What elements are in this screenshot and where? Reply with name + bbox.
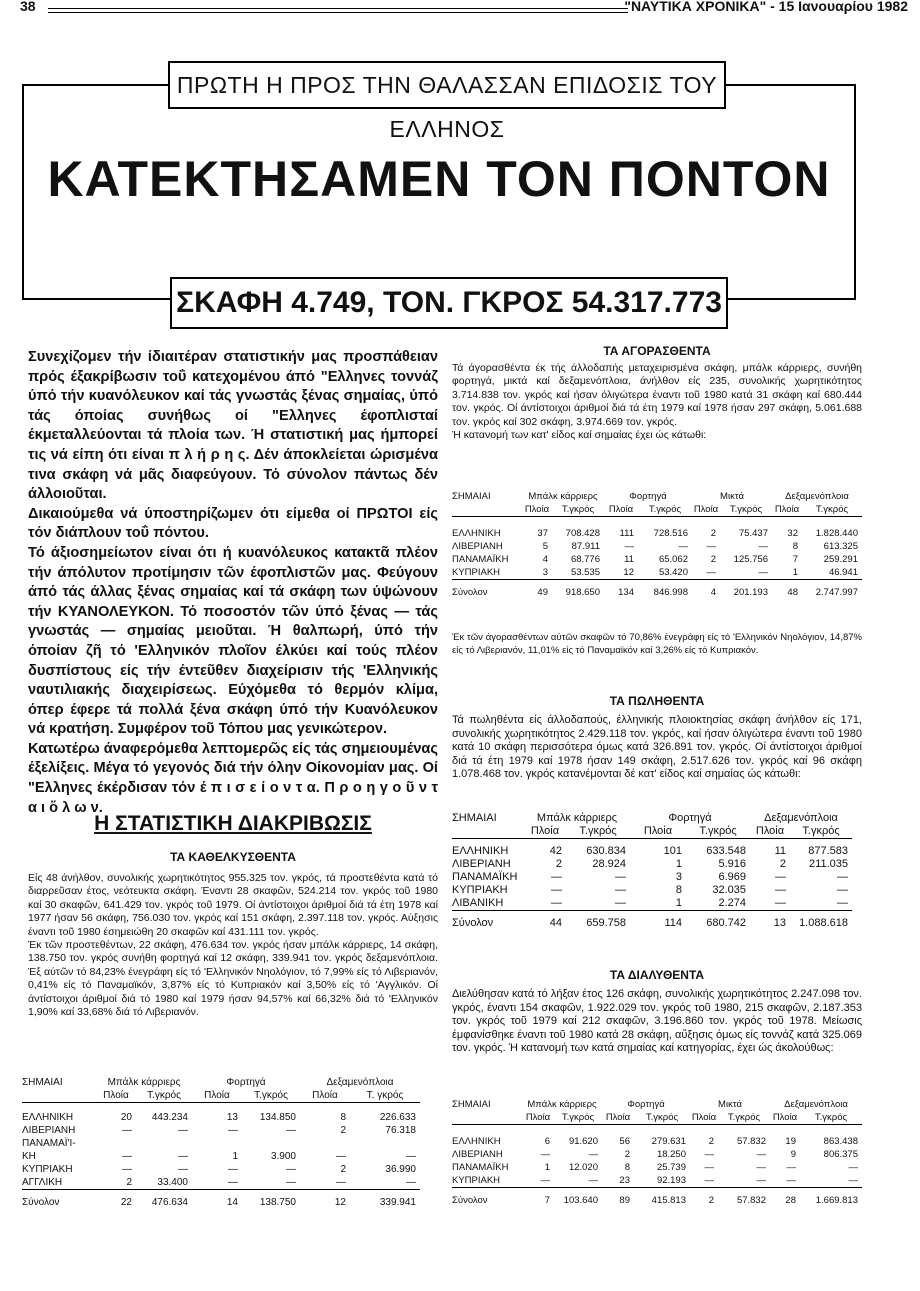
table-cell: 13: [226, 1112, 238, 1123]
table-cell: —: [588, 1149, 598, 1160]
table-cell: 1.828.440: [815, 528, 858, 539]
table-cell: 2: [710, 554, 716, 565]
table-cell: 53.420: [658, 567, 688, 578]
table-cell: —: [286, 1125, 296, 1136]
table-header: Πλοία: [691, 1112, 717, 1123]
table-cell: ΚΥΠΡΙΑΚΗ: [452, 567, 501, 578]
header-rule-left: [48, 8, 628, 9]
table-cell: —: [178, 1164, 188, 1175]
table-cell: 28: [785, 1195, 796, 1206]
table-row: [452, 1174, 862, 1188]
scrapped-table: [452, 1098, 862, 1207]
table-row: [452, 1125, 862, 1149]
moored-title: ΤΑ ΚΑΘΕΛΚΥΣΘΕΝΤΑ: [170, 850, 296, 864]
table-cell: —: [756, 1162, 766, 1173]
table-cell: ΚΥΠΡΙΑΚΗ: [452, 884, 508, 896]
table-cell: 8: [624, 1162, 630, 1173]
table-cell: 415.813: [651, 1195, 686, 1206]
table-cell: —: [588, 1175, 598, 1186]
table-header-row: [452, 1111, 862, 1125]
table-cell: 101: [663, 845, 682, 857]
table-cell: 806.375: [823, 1149, 858, 1160]
table-cell: —: [704, 1162, 714, 1173]
table-header: ΣΗΜΑΙΑΙ: [452, 491, 491, 502]
table-header: Δεξαμενόπλοια: [784, 1099, 848, 1110]
moored-text: [28, 872, 438, 1019]
table-cell: 1: [232, 1151, 238, 1162]
table-cell: 87.911: [571, 541, 600, 552]
title-subhead: ΣΚΑΦΗ 4.749, ΤΟΝ. ΓΚΡΟΣ 54.317.773: [170, 277, 728, 329]
table-header: Πλοία: [755, 825, 785, 837]
table-cell: 846.998: [653, 587, 688, 598]
table-header: Μπάλκ κάρριερς: [536, 812, 618, 824]
table-cell: ΚΗ: [22, 1151, 36, 1162]
table-cell: 8: [792, 541, 798, 552]
table-cell: 125.756: [733, 554, 768, 565]
table-header: Πλοία: [772, 1112, 798, 1123]
table-row: [452, 566, 862, 580]
table-cell: —: [786, 1162, 796, 1173]
table-cell: —: [837, 871, 848, 883]
table-header: Πλοία: [103, 1090, 129, 1101]
table-cell: —: [704, 1175, 714, 1186]
table-cell: 75.437: [738, 528, 768, 539]
table-cell: 12: [334, 1197, 346, 1208]
table-cell: ΠΑΝΑΜΑΪΚΗ: [452, 554, 509, 565]
table-cell: —: [286, 1164, 296, 1175]
table-header: Τ.γκρός: [814, 1112, 848, 1123]
table-cell: 5: [542, 541, 548, 552]
table-cell: 91.620: [568, 1136, 598, 1147]
table-cell: 134.850: [259, 1112, 296, 1123]
table-header-row: [452, 490, 862, 503]
table-total-row: [452, 580, 862, 600]
table-header: Μπάλκ κάρριερς: [527, 1099, 597, 1110]
table-cell: —: [615, 897, 626, 909]
table-cell: 138.750: [259, 1197, 296, 1208]
table-cell: 23: [619, 1175, 630, 1186]
table-cell: 2: [779, 858, 786, 870]
table-header: Τ.γκρός: [561, 1112, 595, 1123]
table-cell: 114: [664, 917, 682, 929]
table-cell: 2: [340, 1164, 346, 1175]
table-header: Δεξαμενόπλοια: [764, 812, 838, 824]
table-cell: —: [540, 1149, 550, 1160]
table-header: Τ.γκρός: [648, 504, 682, 515]
table-cell: Σύνολον: [452, 1195, 488, 1206]
table-cell: —: [756, 1175, 766, 1186]
table-header: Δεξαμενόπλοια: [326, 1077, 394, 1088]
table-cell: ΛΙΒΕΡΙΑΝΗ: [452, 541, 503, 552]
table-row: [452, 517, 862, 541]
sold-text: [452, 714, 862, 782]
table-cell: —: [551, 871, 562, 883]
table-header: Φορτηγά: [627, 1099, 665, 1110]
table-header-row: [452, 825, 852, 839]
bought-note: Έκ τῶν άγορασθέντων αύτῶν σκαφῶν τό 70,86% ένεγράφη είς τό 'Ελληνικόν Νηολόγιον, 14,87% είς τό Λιβεριανόν, 11,01% είς τό Παναμαϊκόν καί 3,26% είς τό Κυπριακόν.: [452, 632, 862, 656]
table-cell: —: [758, 567, 768, 578]
moored-paragraph: Είς 48 άνήλθον, συνολικής χωρητικότητος 955.325 τον. γκρός, τά προστεθέντα κατά τό διαρρεῦσαν έτος, νεότευκτα σκάφη. Έναντι 28 σκαφῶν, 524.214 τον. γκρός τοῦ 1980 καί 30 σκαφῶν, 641.429 τον. γκρός τοῦ 1979. Οί άντίστοιχοι άριθμοί διά τά έτη 1978 καί 1977 ήσαν 56 σκάφη, 756.030 τον. γκρός καί 151 σκάφη, 2.397.118 τον. γκρός. Αύξησις έναντι τοῦ 1980 έσημειώθη 20 σκαφῶν καί 431.111 τον. γκρός.: [28, 872, 438, 938]
table-cell: —: [228, 1164, 238, 1175]
table-cell: 11: [624, 554, 634, 565]
table-cell: —: [406, 1177, 416, 1188]
table-cell: ΛΙΒΕΡΙΑΝΗ: [452, 1149, 503, 1160]
table-row: [22, 1124, 420, 1137]
table-header: Τ.γκρός: [254, 1090, 288, 1101]
table-cell: —: [775, 871, 786, 883]
table-cell: —: [758, 541, 768, 552]
lead-paragraph: Συνεχίζομεν τήν ίδιαιτέραν στατιστικήν μας προσπάθειαν πρός έξακρίβωσιν τοΰ κατεχομένου άπό "Ελληνες τοννάζ ύπό τήν κυανόλευκον καί τάς γνωστάς ξένας σημαίας, ύπό τάς όποίας συνήθως οί "Ελληνες έφοπλισταί έκμεταλλεύονται τά πλοία των. Ή στατιστική μας ήμπορεί τις νά είπη ότι είναι π λ ή ρ η ς. Δέν άποκλείεται ώρισμένα τινα σκάφη νά μᾶς διαφεύγουν. Τό σύνολον πάντως δέν άλλοιοῦται.: [28, 349, 438, 503]
table-row: [22, 1176, 420, 1190]
table-cell: —: [615, 871, 626, 883]
table-cell: 259.291: [823, 554, 858, 565]
table-cell: Σύνολον: [452, 917, 494, 929]
table-header: Τ.γκρός: [579, 825, 617, 837]
table-cell: Σύνολον: [452, 587, 488, 598]
table-header: Φορτηγά: [668, 812, 712, 824]
bought-title: ΤΑ ΑΓΟΡΑΣΘΕΝΤΑ: [603, 344, 711, 358]
table-cell: —: [704, 1149, 714, 1160]
sold-title: ΤΑ ΠΩΛΗΘΕΝΤΑ: [609, 694, 705, 708]
lead-paragraph: Δικαιούμεθα νά ύποστηρίζωμεν ότι είμεθα οί ΠΡΩΤΟΙ είς τόν διάπλουν τοΰ πόντου.: [28, 505, 438, 542]
table-cell: 476.634: [151, 1197, 188, 1208]
table-cell: 1: [675, 858, 682, 870]
table-cell: 2: [710, 528, 716, 539]
table-cell: 613.325: [823, 541, 858, 552]
scrapped-title: ΤΑ ΔΙΑΛΥΘΕΝΤΑ: [609, 968, 705, 982]
table-cell: ΠΑΝΑΜΑΪΚΗ: [452, 871, 518, 883]
lead-paragraph: Τό άξιοσημείωτον είναι ότι ή κυανόλευκος κατακτᾶ πλέον τήν άπόλυτον προτίμησιν τῶν έφοπλιστῶν μας. Φεύγουν άπό τάς άλλας ξένας σημαίας καί τά σκάφη των ύψώνουν τήν ΚΥΑΝΟΛΕΥΚΟΝ. Τό ποσοστόν τῶν ύπό ξένας — τάς γνωστάς — σημαίας μειοῦται. Ή θαλπωρή, ύπό τήν όποίαν ζῆ τό 'Ελληνικόν πλοῖον έλκύει καί τούς πλέον δυσπίστους είς τήν έντεῦθεν διαχείρισιν τής 'Ελληνικής ναυτιλιακής διαχειρίσεως. Εύχόμεθα τό θερμόν κλίμα, όπερ έφερε τά πολλά ξένα σκάφη ύπό τήν Κυανόλευκον νά κρατήση. Συμφέρον τοῦ Τόπου μας γενικώτερον.: [28, 544, 438, 738]
table-header: Πλοία: [524, 504, 550, 515]
table-cell: Σύνολον: [22, 1197, 60, 1208]
table-cell: 2: [126, 1177, 132, 1188]
moored-paragraph: Έκ τῶν προστεθέντων, 22 σκάφη, 476.634 τον. γκρός ήσαν μπάλκ κάρριερς, 14 σκάφη, 138.750 τον. γκρός συνήθη φορτηγά καί 12 σκάφη, 339.941 τον. γκρός δεξαμενόπλοια. Έξ αύτῶν τό 84,23% ένεγράφη είς τό 'Ελληνικόν Νηολόγιον, τό 7,99% είς τό Λιβεριανόν, 0,41% είς τό Παναμαϊκόν, 3,87% είς τό Κυπριακόν καί 3,50% είς τό 'Αγγλικόν. Οί άντίστοιχοι άριθμοί διά τό 1980 καί 1979 ήσαν 94,57% καί 66,32% διά τό 'Ελληνικόν 1,90% καί 33,68% διά τό Λιβεριανόν.: [28, 939, 438, 1019]
table-row: [452, 897, 852, 911]
table-cell: 134: [618, 587, 634, 598]
table-row: [452, 1148, 862, 1161]
table-cell: 46.941: [828, 567, 858, 578]
table-cell: 111: [619, 528, 634, 539]
table-cell: 339.941: [379, 1197, 416, 1208]
bought-paragraph: Τά άγορασθέντα έκ τής άλλοδαπής μεταχειρισμένα σκάφη, μπάλκ κάρριερς, συνήθη φορτηγά, μικτά καί δεξαμενόπλοια, άνήλθον είς 235, συνολικής χωρητικότητος 3.714.838 τον. γκρός καί ήσαν όλιγώτερα έναντι τοῦ 1980 κατά 31 σκάφη καί 680.444 τον. γκρός. Οί άντίστοιχοι άριθμοί διά τά έτη 1979 καί 1978 ήσαν 297 σκάφη, 5.061.688 τον. γκρός καί 302 σκάφη, 3.974.669 τον. γκρός.: [452, 362, 862, 428]
table-header: Πλοία: [204, 1090, 230, 1101]
table-cell: 630.834: [586, 845, 626, 857]
table-header-row: [452, 1098, 862, 1111]
table-row: [22, 1103, 420, 1125]
table-cell: 728.516: [653, 528, 688, 539]
table-header: ΣΗΜΑΙΑΙ: [22, 1077, 63, 1088]
table-cell: ΕΛΛΗΝΙΚΗ: [452, 528, 501, 539]
table-row: [452, 839, 852, 859]
table-cell: —: [178, 1151, 188, 1162]
table-header: Μικτά: [718, 1099, 742, 1110]
table-cell: 76.318: [385, 1125, 416, 1136]
table-cell: ΠΑΝΑΜΑΪΚΗ: [452, 1162, 509, 1173]
table-header: Τ.γκρός: [729, 504, 763, 515]
table-header: Πλοία: [693, 504, 719, 515]
table-header: Δεξαμενόπλοια: [785, 491, 849, 502]
table-cell: —: [775, 884, 786, 896]
table-cell: 12: [623, 567, 634, 578]
table-cell: ΛΙΒΑΝΙΚΗ: [452, 897, 504, 909]
table-header: Μπάλκ κάρριερς: [528, 491, 598, 502]
table-cell: ΠΑΝΑΜΑΪ'Ι-: [22, 1138, 76, 1149]
table-cell: 918.650: [565, 587, 600, 598]
lead-text: [28, 348, 438, 818]
table-cell: 7: [544, 1195, 550, 1206]
scrapped-paragraph: Διελύθησαν κατά τό λήξαν έτος 126 σκάφη, συνολικής χωρητικότητος 2.247.098 τον. γκρός, έναντι 154 σκαφῶν, 1.922.029 τον. γκρός τοῦ 1980, 215 σκαφῶν, 2.187.353 τον. γκρός τοῦ 1979 καί 212 σκαφῶν, 3.196.860 τον. γκρός τοῦ 1978. Μείωσις έμφανίσθηκε έναντι τοῦ 1980 κατά 28 σκάφη, αὔξησις όμως είς τοννάζ κατά 325.069 τον. γκρός. Ή κατανομή των κατά σημαίας καί κατηγορίας, έχει ώς άκολούθως:: [452, 988, 862, 1055]
table-row: [22, 1163, 420, 1176]
table-cell: 877.583: [808, 845, 848, 857]
table-cell: 2: [340, 1125, 346, 1136]
table-cell: 863.438: [823, 1136, 858, 1147]
table-cell: 18.250: [656, 1149, 686, 1160]
table-row: [22, 1137, 420, 1150]
table-cell: —: [615, 884, 626, 896]
table-cell: 2: [708, 1136, 714, 1147]
table-row: [452, 553, 862, 566]
table-header: Πλοία: [643, 825, 673, 837]
stats-title: Η ΣΤΑΤΙΣΤΙΚΗ ΔΙΑΚΡΙΒΩΣΙΣ: [94, 812, 372, 835]
table-cell: —: [706, 567, 716, 578]
table-cell: 32: [787, 528, 798, 539]
table-cell: 32.035: [712, 884, 746, 896]
table-row: [452, 1161, 862, 1174]
table-cell: 44: [549, 917, 562, 929]
table-cell: 3: [675, 871, 682, 883]
table-cell: —: [336, 1177, 346, 1188]
table-row: [22, 1150, 420, 1163]
table-cell: —: [551, 897, 562, 909]
table-cell: 8: [340, 1112, 346, 1123]
table-header: Πλοία: [530, 825, 560, 837]
table-cell: —: [540, 1175, 550, 1186]
table-cell: ΑΓΓΛΙΚΗ: [22, 1177, 63, 1188]
table-header: Τ.γκρός: [645, 1112, 679, 1123]
table-cell: 56: [619, 1136, 630, 1147]
table-cell: 42: [549, 845, 562, 857]
bought-text: [452, 362, 862, 442]
moored-table: [22, 1076, 420, 1209]
table-cell: 2: [555, 858, 562, 870]
table-cell: —: [551, 884, 562, 896]
table-cell: —: [122, 1151, 132, 1162]
table-cell: ΛΙΒΕΡΙΑΝΗ: [22, 1125, 76, 1136]
table-cell: —: [122, 1164, 132, 1175]
table-cell: 2.747.997: [815, 587, 858, 598]
table-cell: —: [406, 1151, 416, 1162]
table-header: Φορτηγά: [226, 1077, 266, 1088]
table-total-row: [452, 1188, 862, 1208]
table-header: Πλοία: [312, 1090, 338, 1101]
table-cell: —: [286, 1177, 296, 1188]
headline: ΚΑΤΕΚΤΗΣΑΜΕΝ ΤΟΝ ΠΟΝΤΟΝ: [47, 151, 831, 207]
table-cell: 7: [792, 554, 798, 565]
table-cell: 226.633: [379, 1112, 416, 1123]
table-header: Μικτά: [720, 491, 744, 502]
table-header: Τ.γκρός: [815, 504, 849, 515]
table-cell: 92.193: [656, 1175, 686, 1186]
table-row: [452, 540, 862, 553]
title-kicker: ΠΡΩΤΗ Η ΠΡΟΣ ΤΗΝ ΘΑΛΑΣΣΑΝ ΕΠΙΔΟΣΙΣ ΤΟΥ ΕΛΛΗΝΟΣ: [168, 61, 726, 109]
table-header: Τ.γκρός: [561, 504, 595, 515]
table-header-row: [452, 812, 852, 825]
table-cell: ΚΥΠΡΙΑΚΗ: [452, 1175, 501, 1186]
table-header: ΣΗΜΑΙΑΙ: [452, 812, 497, 824]
table-row: [452, 884, 852, 897]
table-cell: 28.924: [592, 858, 626, 870]
table-cell: —: [228, 1125, 238, 1136]
bought-table: [452, 490, 862, 599]
table-cell: 1: [792, 567, 798, 578]
table-cell: —: [775, 897, 786, 909]
table-cell: 1: [544, 1162, 550, 1173]
table-cell: —: [178, 1125, 188, 1136]
table-cell: 68.776: [570, 554, 600, 565]
table-cell: 211.035: [809, 858, 848, 870]
table-cell: —: [786, 1175, 796, 1186]
table-cell: —: [756, 1149, 766, 1160]
table-cell: 4: [542, 554, 548, 565]
table-cell: —: [848, 1162, 858, 1173]
sold-paragraph: Τά πωληθέντα είς άλλοδαπούς, έλληνικής πλοιοκτησίας σκάφη άνήλθον είς 171, συνολικής χωρητικότητος 2.429.118 τον. γκρός, καί ήσαν όλιγώτερα έναντι τοῦ 1980 κατά 10 σκάφη περισσότερα όμως κατά 326.891 τον. γκρός. Οί άντίστοιχοι άριθμοί διά τά έτη 1979 καί 1978 ήσαν 149 σκάφη, 2.517.626 τον. γκρός καί 96 σκάφη 1.078.468 τον. γκρός κατανέμονται δέ κατ' είδος καί σημαίας ώς κάτωθι:: [452, 714, 862, 781]
table-header: Πλοία: [525, 1112, 551, 1123]
table-cell: —: [848, 1175, 858, 1186]
table-cell: 36.990: [385, 1164, 416, 1175]
table-cell: 13: [773, 917, 786, 929]
table-cell: 49: [537, 587, 548, 598]
table-cell: 2.274: [718, 897, 746, 909]
table-cell: 680.742: [706, 917, 746, 929]
table-header: Τ. γκρός: [366, 1090, 404, 1101]
table-cell: 3: [542, 567, 548, 578]
table-cell: 48: [787, 587, 798, 598]
table-total-row: [22, 1190, 420, 1210]
table-cell: 19: [785, 1136, 796, 1147]
table-cell: 201.193: [733, 587, 768, 598]
publication-info: "ΝΑΥΤΙΚΑ ΧΡΟΝΙΚΑ" - 15 Ιανουαρίου 1982: [624, 0, 908, 14]
table-cell: 5.916: [718, 858, 746, 870]
table-cell: 57.832: [736, 1136, 766, 1147]
table-cell: 65.062: [658, 554, 688, 565]
table-cell: 11: [774, 845, 786, 857]
table-header: Πλοία: [605, 1112, 631, 1123]
table-cell: 279.631: [651, 1136, 686, 1147]
table-cell: 33.400: [157, 1177, 188, 1188]
table-cell: 2: [708, 1195, 714, 1206]
lead-paragraph: Κατωτέρω άναφερόμεθα λεπτομερῶς είς τάς σημειουμένας έξελίξεις. Μέγα τό γεγονός διά τήν όλην Οίκονομίαν μας. Οί "Ελληνες έκέρδισαν τόν έ π ι σ ε ί ο ν τ α. Π ρ ο η γ ο ῦ ν τ α ι ὅ λ ω ν.: [28, 740, 438, 816]
table-row: [452, 858, 852, 871]
table-cell: —: [624, 541, 634, 552]
table-cell: ΚΥΠΡΙΑΚΗ: [22, 1164, 73, 1175]
table-cell: —: [706, 541, 716, 552]
table-cell: —: [336, 1151, 346, 1162]
table-header-row: [452, 503, 862, 517]
table-cell: 659.758: [586, 917, 626, 929]
table-cell: 4: [710, 587, 716, 598]
table-header: Μπάλκ κάρριερς: [107, 1077, 181, 1088]
table-cell: 1.088.618: [799, 917, 848, 929]
table-cell: 14: [226, 1197, 238, 1208]
table-header: Τ.γκρός: [727, 1112, 761, 1123]
sold-table: [452, 812, 852, 930]
table-header-row: [22, 1089, 420, 1103]
table-cell: 2: [624, 1149, 630, 1160]
table-cell: ΕΛΛΗΝΙΚΗ: [452, 845, 509, 857]
table-cell: 3.900: [270, 1151, 296, 1162]
table-cell: —: [228, 1177, 238, 1188]
table-header: Τ.γκρός: [802, 825, 840, 837]
table-header: Πλοία: [774, 504, 800, 515]
table-cell: 9: [790, 1149, 796, 1160]
scrapped-text: [452, 988, 862, 1056]
table-cell: 53.535: [570, 567, 600, 578]
table-header-row: [22, 1076, 420, 1089]
table-cell: 6.969: [718, 871, 746, 883]
table-cell: —: [837, 884, 848, 896]
table-cell: 103.640: [563, 1195, 598, 1206]
table-cell: 6: [544, 1136, 550, 1147]
table-cell: 1: [675, 897, 682, 909]
table-cell: ΛΙΒΕΡΙΑΝΗ: [452, 858, 511, 870]
table-header: Φορτηγά: [629, 491, 667, 502]
table-cell: ΕΛΛΗΝΙΚΗ: [452, 1136, 501, 1147]
bought-paragraph: Ή κατανομή των κατ' είδος καί σημαίας έχει ώς κάτωθι:: [452, 429, 707, 442]
table-header: ΣΗΜΑΙΑΙ: [452, 1099, 491, 1110]
table-cell: 37: [537, 528, 548, 539]
table-cell: —: [122, 1125, 132, 1136]
table-cell: 708.428: [565, 528, 600, 539]
table-cell: —: [837, 897, 848, 909]
table-cell: 12.020: [568, 1162, 598, 1173]
table-cell: 20: [120, 1112, 132, 1123]
table-total-row: [452, 911, 852, 931]
table-header: Πλοία: [608, 504, 634, 515]
table-cell: —: [678, 541, 688, 552]
table-cell: 443.234: [151, 1112, 188, 1123]
table-cell: 89: [619, 1195, 630, 1206]
table-cell: ΕΛΛΗΝΙΚΗ: [22, 1112, 74, 1123]
table-cell: 22: [120, 1197, 132, 1208]
table-cell: 57.832: [736, 1195, 766, 1206]
table-header: Τ.γκρός: [699, 825, 737, 837]
table-row: [452, 871, 852, 884]
table-cell: 1.669.813: [815, 1195, 858, 1206]
table-cell: 8: [675, 884, 682, 896]
table-cell: 25.739: [656, 1162, 686, 1173]
table-header: Τ.γκρός: [147, 1090, 181, 1101]
page-number: 38: [20, 0, 36, 14]
table-cell: 633.548: [706, 845, 746, 857]
